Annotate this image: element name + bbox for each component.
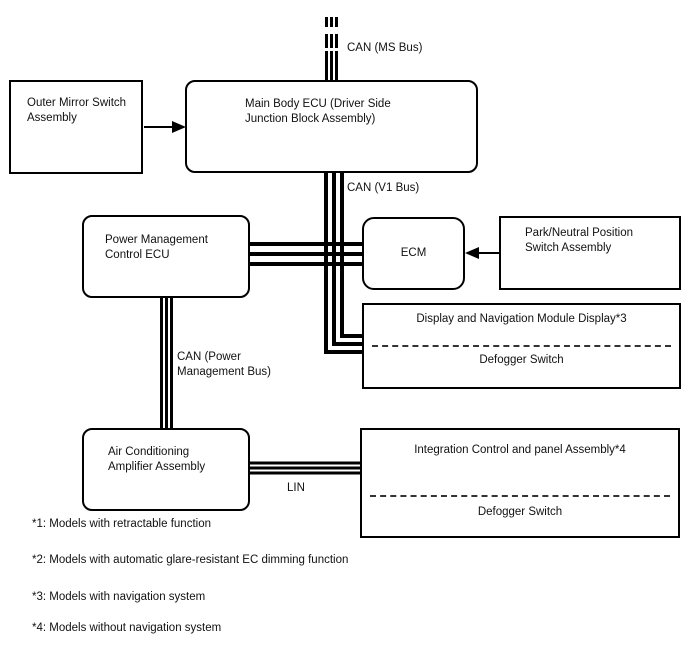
node-integration-panel-title: Integration Control and panel Assembly*4: [414, 444, 626, 456]
node-outer-mirror-switch-label: Outer Mirror Switch Assembly: [27, 97, 127, 124]
footnote-2: *2: Models with automatic glare-resistant EC dimming function: [32, 554, 349, 566]
node-integration-panel: [360, 428, 680, 538]
node-display-navigation-defogger: Defogger Switch: [479, 354, 564, 366]
can-power-management-bus-label: CAN (Power Management Bus): [177, 351, 271, 378]
node-main-body-ecu: [185, 80, 478, 173]
can-ms-bus-label: CAN (MS Bus): [347, 42, 423, 54]
footnote-4: *4: Models without navigation system: [32, 622, 222, 634]
node-outer-mirror-switch: [9, 80, 143, 174]
node-display-navigation: [362, 303, 681, 389]
node-park-neutral-switch: [499, 216, 681, 290]
can-power-management-bus-line: [162, 296, 172, 430]
can-v1-bus-label: CAN (V1 Bus): [347, 182, 420, 194]
node-main-body-ecu-label: Main Body ECU (Driver Side Junction Block Assembly): [245, 98, 391, 125]
node-display-navigation-title: Display and Navigation Module Display*3: [416, 313, 627, 325]
lin-bus-label: LIN: [287, 482, 305, 494]
park-neutral-arrow: [465, 247, 499, 259]
node-ecm-label: ECM: [400, 247, 427, 259]
power-management-to-ecm-line: [248, 244, 364, 264]
node-integration-panel-defogger: Defogger Switch: [477, 506, 563, 518]
footnote-1: *1: Models with retractable function: [32, 518, 211, 530]
node-ecm: [362, 217, 465, 290]
node-power-management-ecu-label: Power Management Control ECU: [105, 234, 208, 261]
node-power-management-ecu: [82, 215, 250, 298]
can-v1-bus-line: [326, 171, 364, 352]
node-ac-amplifier: [82, 428, 250, 511]
node-ac-amplifier-label: Air Conditioning Amplifier Assembly: [108, 446, 206, 473]
node-park-neutral-switch-label: Park/Neutral Position Switch Assembly: [525, 227, 634, 254]
can-ms-bus-line: [327, 17, 337, 82]
outer-mirror-arrow: [144, 121, 186, 133]
lin-bus-line: [248, 463, 362, 473]
footnote-3: *3: Models with navigation system: [32, 591, 206, 603]
